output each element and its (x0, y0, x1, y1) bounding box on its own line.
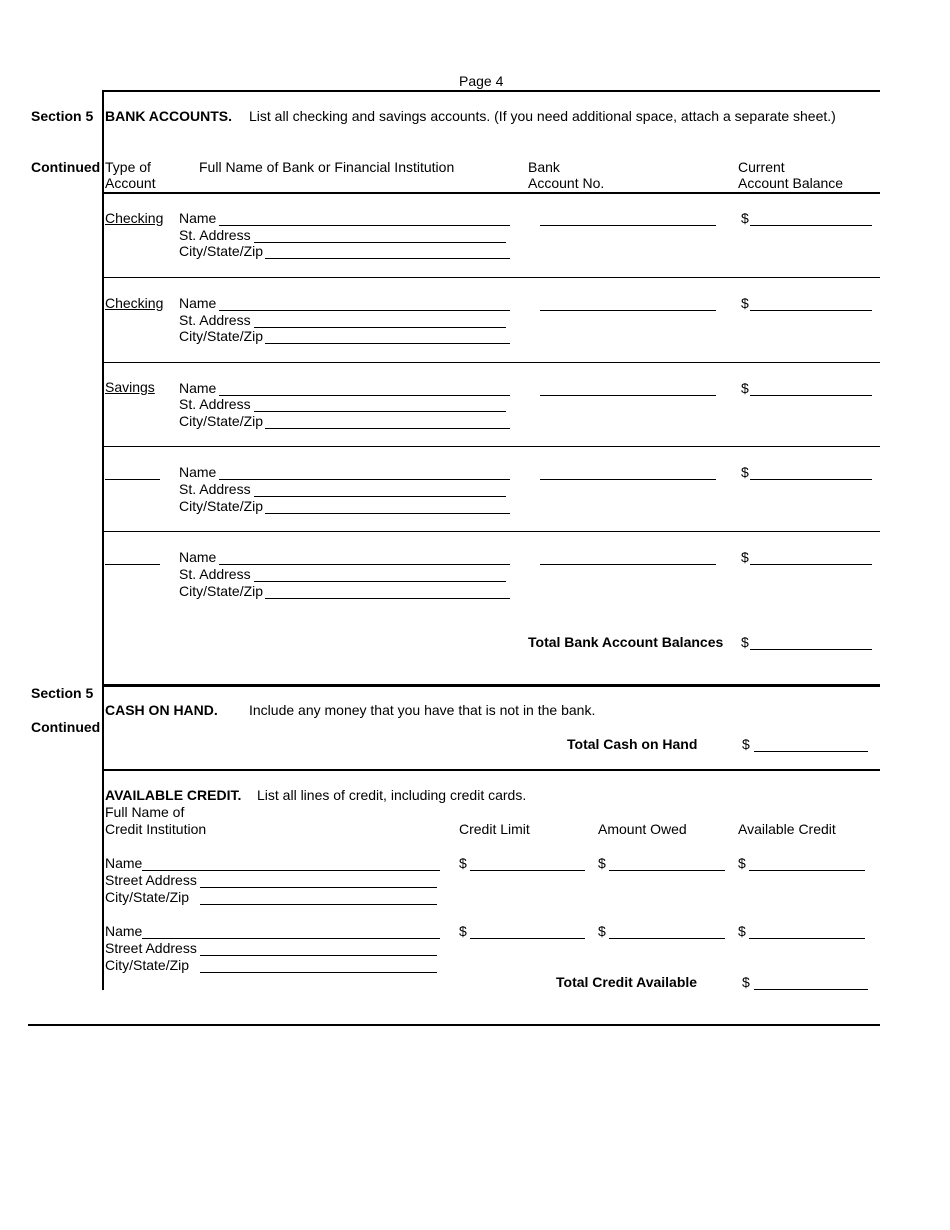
total-credit-label: Total Credit Available (556, 974, 698, 990)
currency-sign: $ (741, 634, 749, 650)
currency-sign: $ (741, 464, 749, 480)
col-type-line2: Account (105, 175, 156, 191)
currency-sign: $ (742, 974, 750, 990)
credit-name-field[interactable] (142, 870, 440, 871)
row-divider (103, 531, 880, 532)
currency-sign: $ (741, 210, 749, 226)
page-number: Page 4 (459, 73, 504, 89)
credit-limit-field[interactable] (470, 938, 585, 939)
city-label: City/State/Zip (179, 498, 264, 514)
account-number-field[interactable] (540, 479, 716, 480)
name-label: Name (179, 295, 217, 311)
left-rule (102, 90, 104, 990)
bank-accounts-title: BANK ACCOUNTS. (105, 108, 233, 124)
bank-accounts-instructions: List all checking and savings accounts. (If you need additional space, attach a separate sheet.) (249, 108, 836, 124)
name-label: Name (179, 549, 217, 565)
amount-owed-field[interactable] (609, 870, 725, 871)
city-label: City/State/Zip (179, 583, 264, 599)
balance-field[interactable] (750, 310, 872, 311)
bottom-rule (28, 1024, 880, 1026)
bank-name-field[interactable] (219, 479, 510, 480)
row-divider (103, 277, 880, 278)
bank-city-field[interactable] (265, 513, 510, 514)
section-label: Section 5 (31, 108, 94, 124)
bank-city-field[interactable] (265, 428, 510, 429)
bank-city-field[interactable] (265, 258, 510, 259)
currency-sign: $ (738, 855, 746, 871)
col-balance-line2: Account Balance (738, 175, 844, 191)
name-label: Name (179, 464, 217, 480)
credit-city-field[interactable] (200, 972, 437, 973)
balance-field[interactable] (750, 225, 872, 226)
address-label: Street Address (105, 940, 197, 956)
col-type-line1: Type of (105, 159, 151, 175)
account-number-field[interactable] (540, 564, 716, 565)
credit-city-field[interactable] (200, 904, 437, 905)
address-label: St. Address (179, 566, 251, 582)
currency-sign: $ (598, 923, 606, 939)
city-label: City/State/Zip (105, 889, 190, 905)
address-label: St. Address (179, 312, 251, 328)
available-credit-instructions: List all lines of credit, including credit cards. (257, 787, 527, 803)
col-account-line2: Account No. (528, 175, 605, 191)
city-label: City/State/Zip (179, 243, 264, 259)
bank-name-field[interactable] (219, 395, 510, 396)
account-type: Checking (105, 210, 164, 226)
name-label: Name (105, 855, 143, 871)
address-label: St. Address (179, 481, 251, 497)
account-number-field[interactable] (540, 225, 716, 226)
row-divider (103, 446, 880, 447)
address-label: St. Address (179, 396, 251, 412)
currency-sign: $ (598, 855, 606, 871)
bank-address-field[interactable] (254, 581, 506, 582)
credit-limit-field[interactable] (470, 870, 585, 871)
continued-label: Continued (31, 719, 101, 735)
currency-sign: $ (741, 295, 749, 311)
account-type-field[interactable] (105, 479, 160, 480)
header-rule (103, 192, 880, 194)
city-label: City/State/Zip (105, 957, 190, 973)
available-credit-title: AVAILABLE CREDIT. (105, 787, 242, 803)
credit-address-field[interactable] (200, 887, 437, 888)
available-credit-field[interactable] (749, 938, 865, 939)
available-credit-field[interactable] (749, 870, 865, 871)
city-label: City/State/Zip (179, 413, 264, 429)
city-label: City/State/Zip (179, 328, 264, 344)
name-label: Name (105, 923, 143, 939)
cash-on-hand-instructions: Include any money that you have that is not in the bank. (249, 702, 596, 718)
bank-address-field[interactable] (254, 496, 506, 497)
credit-address-field[interactable] (200, 955, 437, 956)
col-available-credit: Available Credit (738, 821, 836, 837)
balance-field[interactable] (750, 564, 872, 565)
total-cash-field[interactable] (754, 751, 868, 752)
address-label: Street Address (105, 872, 197, 888)
bank-address-field[interactable] (254, 411, 506, 412)
col-balance-line1: Current (738, 159, 785, 175)
credit-name-field[interactable] (142, 938, 440, 939)
col-amount-owed: Amount Owed (598, 821, 687, 837)
col-credit-limit: Credit Limit (459, 821, 530, 837)
row-divider (103, 362, 880, 363)
name-label: Name (179, 210, 217, 226)
bank-city-field[interactable] (265, 598, 510, 599)
total-credit-field[interactable] (754, 989, 868, 990)
account-number-field[interactable] (540, 395, 716, 396)
bank-name-field[interactable] (219, 310, 510, 311)
balance-field[interactable] (750, 395, 872, 396)
col-bank-name: Full Name of Bank or Financial Institution (199, 159, 455, 175)
col-institution-line2: Credit Institution (105, 821, 207, 837)
account-type: Checking (105, 295, 164, 311)
currency-sign: $ (459, 923, 467, 939)
cash-on-hand-title: CASH ON HAND. (105, 702, 218, 718)
balance-field[interactable] (750, 479, 872, 480)
account-type-field[interactable] (105, 564, 160, 565)
currency-sign: $ (741, 549, 749, 565)
address-label: St. Address (179, 227, 251, 243)
name-label: Name (179, 380, 217, 396)
account-type: Savings (105, 379, 155, 395)
total-bank-balances-field[interactable] (750, 649, 872, 650)
bank-name-field[interactable] (219, 564, 510, 565)
section-label: Section 5 (31, 685, 94, 701)
currency-sign: $ (741, 380, 749, 396)
currency-sign: $ (738, 923, 746, 939)
total-cash-label: Total Cash on Hand (567, 736, 698, 752)
bank-address-field[interactable] (254, 242, 506, 243)
section-divider (103, 684, 880, 687)
col-institution-line1: Full Name of (105, 804, 185, 820)
section-divider (103, 769, 880, 771)
currency-sign: $ (459, 855, 467, 871)
col-account-line1: Bank (528, 159, 560, 175)
account-number-field[interactable] (540, 310, 716, 311)
bank-city-field[interactable] (265, 343, 510, 344)
amount-owed-field[interactable] (609, 938, 725, 939)
currency-sign: $ (742, 736, 750, 752)
bank-name-field[interactable] (219, 225, 510, 226)
continued-label: Continued (31, 159, 101, 175)
top-rule (103, 90, 880, 92)
total-bank-balances-label: Total Bank Account Balances (528, 634, 724, 650)
bank-address-field[interactable] (254, 327, 506, 328)
